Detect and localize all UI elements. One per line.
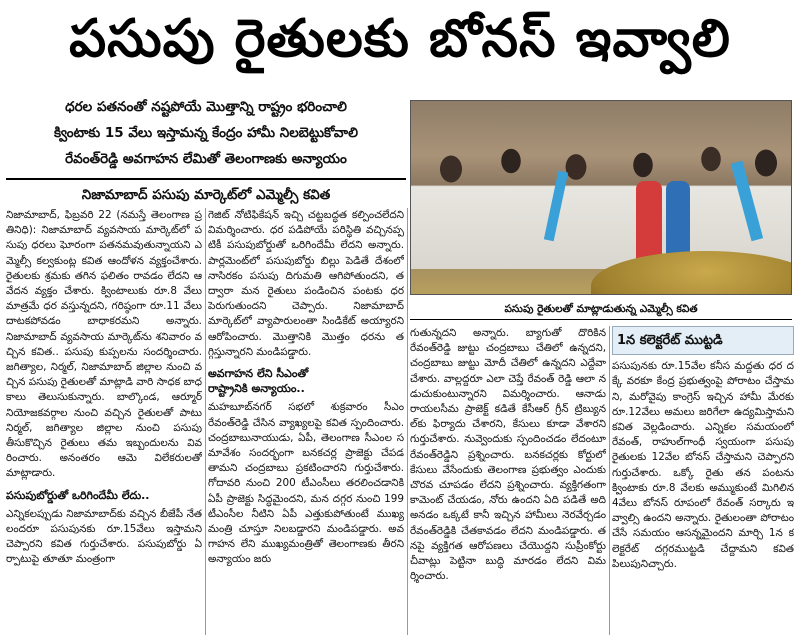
column-divider: [407, 208, 408, 635]
subhead-2: క్వింటాకు 15 వేలు ఇస్తామన్న కేంద్రం హామీ నిలబెట్టుకోవాలి: [54, 125, 358, 141]
crosshead: రాష్ట్రానికి అన్యాయం..: [208, 382, 305, 396]
article-column-1: [6, 208, 202, 635]
subhead-4: నిజామాబాద్ పసుపు మార్కెట్‌లో ఎమ్మెల్సీ కవిత: [6, 178, 406, 208]
paragraph: పసుపునకు రూ.15వేల కనీస మద్దతు ధర దక్కే వరకూ కేంద్ర ప్రభుత్వంపై పోరాటం చేస్తామని, మరోవైపు కాంగ్రెస్ ఇచ్చిన హామీ మేరకు రూ.12వేలు అమలు జరిగేలా ఉద్యమిస్తామని కవిత వెల్లడించారు. ఎన్నికల సమయంలో రేవంత్, రాహుల్‌గాంధీ స్వయంగా పసుపు రైతులకు 12వేల బోనస్ చేస్తామని చెప్పారని గుర్తుచేశారు. ఒక్కో రైతు తన పంటను క్వింటాకు రూ.8 వేలకు అమ్ముకుంటే మిగిలిన 4వేలు బోనస్ రూపంలో రేవంత్ సర్కారు ఇవ్వాల్సి ఉందని అన్నారు. రైతులంతా పోరాటం చేసే సమయం ఆసన్నమైందని మార్చి 1న కలెక్టరేట్ దగ్గరముట్టడి చేద్దామని కవిత పిలుపునిచ్చారు.: [612, 360, 794, 570]
photo-crowd: [411, 129, 792, 269]
column-divider: [205, 208, 206, 635]
box-title: 1న కలెక్టరేట్ ముట్టడి: [612, 326, 794, 355]
paragraph: గుతున్నదని అన్నారు. బ్యాగుతో దొరికిన రేవంత్‌రెడ్డి జుట్టు చంద్రబాబు చేతిలో ఉన్నదని, చంద్రబాబు జుట్టు మోదీ చేతిలో ఉన్నదని ఎద్దేవా చేశారు. వాల్లద్దరూ ఎలా చెప్తే రేవంత్ రెడ్డి ఆలా నడుచుకుంటున్నారని విమర్శించారు. ఆనాడు రాయలసీమ ప్రాజెక్ట్‌ కడితే కేసీఆర్ గ్రీన్ ట్రిబ్యునల్‌కు ఫిర్యాదు చేశారని, కేసులు కూడా వేశారని గుర్తుచేశారు. నువ్వెందుకు స్పందించడం లేదంటూ రేవంత్‌రెడ్డిని ప్రశ్నించారు. బనకచర్లకు కోర్టులో కేసులు వేసేందుకు తెలంగాణ ప్రభుత్వం ఎందుకు చొరవ చూపడం లేదని ప్రశ్నించారు. వ్యక్తిగతంగా కామెంట్ చేయడం, నోరు ఉందని ఏది పడితే అది అనడం ఒక్కటే కానీ ఇచ్చిన హామీలు నెరవేర్చడం రేవంత్‌రెడ్డికి చేతకావడం లేదని మండిపడ్డారు. తనపై వ్యక్తిగత ఆరోపణలు చేయొద్దని సుప్రీంకోర్టు చీవాట్లు పెట్టినా బుద్ధి మారడం లేదని విమర్శించారు.: [410, 327, 606, 583]
paragraph: గెజిట్ నోటిఫికేషన్ ఇచ్చి చట్టబద్ధత కల్పించలేదని విమర్శించారు. ధర పడిపోయే పరిస్థితి వచ్చినప్పటికీ పసుపుబోర్డుతో ఒరిగిందేమీ లేదని అన్నారు. పార్లమెంట్‌లో పసుపుబోర్డు బిల్లు పెడితే దేశంలో నాసిరకం పసుపు దిగుమతి ఆగిపోతుందని, తద్వారా మన రైతులు పండించిన పంటకు ధర పెరుగుతుందని చెప్పారు. నిజామాబాద్ మార్కెట్‌లో వ్యాపారులంతా సిండికేట్ అయ్యారని ఆరోపించారు. మొత్తానికి మొత్తం ధరను తగ్గిస్తున్నారని మండిపడ్డారు.: [208, 209, 404, 358]
photo-caption: పసుపు రైతులతో మాట్లాడుతున్న ఎమ్మెల్సీ కవిత: [410, 298, 792, 320]
crosshead: పసుపుబోర్డుతో ఒరిగిందేమీ లేదు..: [6, 488, 150, 502]
article-column-2: [208, 208, 404, 635]
crosshead: అవగాహన లేని సీఎంతో: [208, 367, 309, 381]
paragraph: ఎన్నికలప్పుడు నిజామాబాద్‌కు వచ్చిన బీజేపీ నేతలందరూ పసుపునకు రూ.15వేలు ఇస్తామని చెప్పారని కవిత గుర్తుచేశారు. పసుపుబోర్డు ఏర్పాటుపై తూతూ మంత్రంగా: [6, 507, 202, 566]
column-divider: [609, 326, 610, 635]
subhead-3: రేవంత్‌రెడ్డి అవగాహన లేమితో తెలంగాణకు అన్యాయం: [65, 151, 347, 167]
article-column-4: [612, 326, 794, 635]
subheads: [6, 94, 406, 208]
paragraph: మహబూబ్‌నగర్ సభలో శుక్రవారం సీఎం రేవంత్‌రెడ్డి చేసిన వ్యాఖ్యలపై కవిత స్పందించారు. చంద్రబాబునాయుడు, ఏపీ, తెలంగాణ సీఎంల సమావేశం సందర్భంగా బనకచర్ల ప్రాజెక్టు చేపడతామని చంద్రబాబు ప్రకటించారని గుర్తుచేశారు. గోదావరి నుంచి 200 టీఎంసీలు తరలించడానికి ఏపీ ప్రాజెక్టు సిద్ధమైందని, మన దగ్గర నుంచి 199 టీఎంసీల నీటిని ఏపీ ఎత్తుకుపోతుంటే ముఖ్యమంత్రి చూస్తూ నిలబడ్డారని మండిపడ్డారు. అవగాహన లేని ముఖ్యమంత్రితో తెలంగాణకు తీరని అన్యాయం జరు: [208, 401, 404, 566]
paragraph: నిజామాబాద్, ఫిబ్రవరి 22 (నమస్తే తెలంగాణ ప్రతినిధి): నిజామాబాద్ వ్యవసాయ మార్కెట్‌లో పసుపు ధరలు ఘోరంగా పతనమవుతున్నాయని ఎమ్మెల్సీ కల్వకుంట్ల కవిత ఆందోళన వ్యక్తంచేశారు. రైతులకు శ్రమకు తగిన ఫలితం రావడం లేదని ఆవేదన వ్యక్తం చేశారు. క్వింటాలుకు రూ.8 వేలు మాత్రమే ధర వస్తున్నదని, గరిష్ఠంగా రూ.11 వేలు దాటకపోవడం బాధాకరమని అన్నారు. నిజామాబాద్ వ్యవసాయ మార్కెట్‌ను శనివారం వచ్చిన కవిత.. పసుపు కుప్పలను సందర్శించారు. జగిత్యాల, నిర్మల్, నిజామాబాద్ జిల్లాల నుంచి వచ్చిన పసుపు రైతులతో మాట్లాడి వారి సాధక బాధకాలు తెలుసుకున్నారు. బాల్కొండ, ఆర్మూర్ నియోజకవర్గాల నుంచి వచ్చిన రైతులతో పాటు నిర్మల్, జగిత్యాల జిల్లాల నుంచి పసుపు తీసుకొచ్చిన రైతులు తమ ఇబ్బందులను వివరించారు. అనంతరం ఆమె విలేకరులతో మాట్లాడారు.: [6, 209, 202, 480]
news-photo: [410, 100, 792, 295]
headline: పసుపు రైతులకు బోనస్ ఇవ్వాలి: [69, 9, 731, 69]
article-column-3: [410, 326, 606, 635]
subhead-1: ధరల పతనంతో నష్టపోయే మొత్తాన్ని రాష్ట్రం భరించాలి: [65, 99, 347, 115]
